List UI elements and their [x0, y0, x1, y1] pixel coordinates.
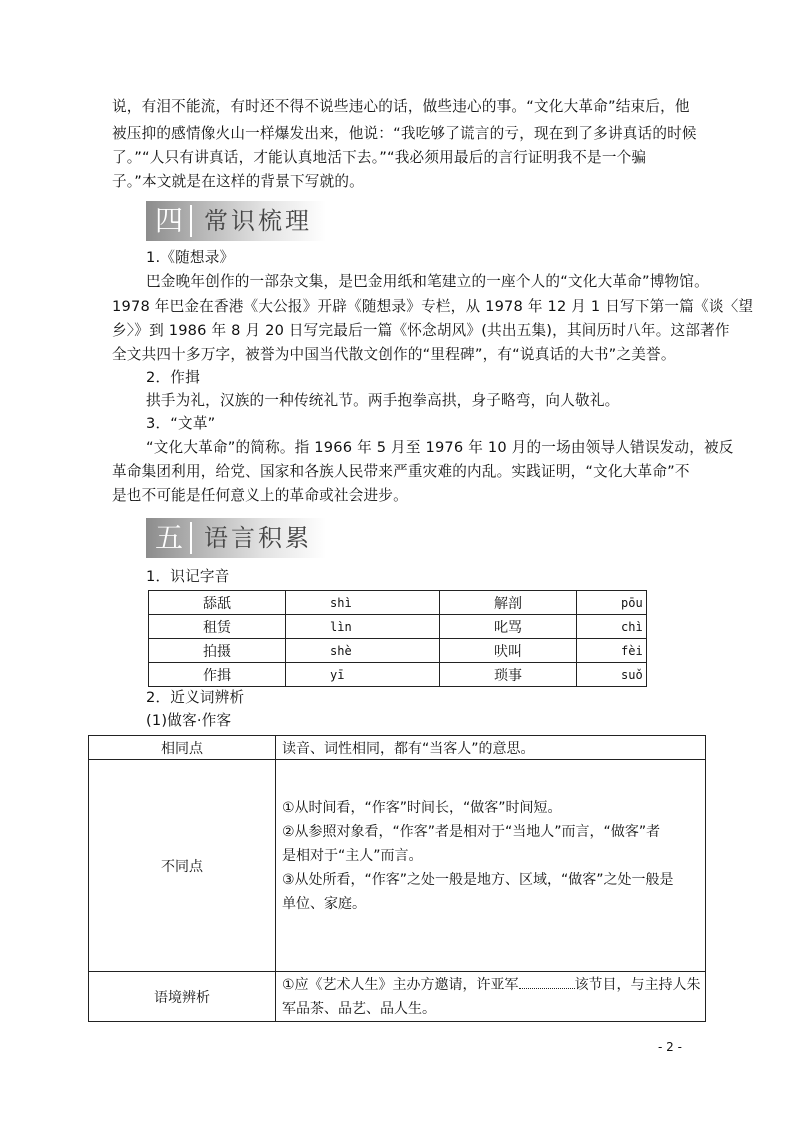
banner-divider	[190, 522, 192, 554]
section-title: 语言积累	[204, 524, 312, 552]
paragraph-line: “文化大革命”的简称。指 1966 年 5 月至 1976 年 10 月的一场由领导人错误发动，被反	[146, 439, 734, 456]
paragraph-line: 全文共四十多万字，被誉为中国当代散文创作的“里程碑”，有“说真话的大书”之美誉。	[112, 346, 676, 363]
paragraph-line: 是也不可能是任何意义上的革命或社会进步。	[112, 487, 408, 504]
context-text: ①应《艺术人生》主办方邀请，许亚军	[282, 976, 519, 993]
table-row	[149, 615, 647, 639]
diff-line: 单位、家庭。	[282, 896, 366, 912]
table-row	[89, 972, 706, 1022]
section-number: 四	[154, 204, 183, 237]
row-content	[276, 972, 706, 1022]
table-row	[89, 736, 706, 760]
paragraph-line: 巴金晚年创作的一部杂文集，是巴金用纸和笔建立的一座个人的“文化大革命”博物馆。	[146, 273, 709, 290]
row-label: 相同点	[89, 736, 276, 760]
paragraph-line: 拱手为礼，汉族的一种传统礼节。两手抱拳高拱，身子略弯，向人敬礼。	[146, 392, 620, 409]
intro-line: 了。”“人只有讲真话，才能认真地活下去。”“我必须用最后的言行证明我不是一个骗	[112, 149, 647, 166]
section-title: 常识梳理	[204, 207, 312, 235]
section-banner-4	[146, 201, 326, 241]
row-label: 语境辨析	[89, 972, 276, 1022]
context-text: 该节目，与主持人朱	[574, 976, 701, 993]
context-line	[282, 973, 705, 997]
fill-in-blank	[519, 974, 575, 989]
intro-line: 被压抑的感情像火山一样爆发出来，他说：“我吃够了谎言的亏，现在到了多讲真话的时候	[112, 125, 697, 142]
row-content	[276, 760, 706, 972]
item-heading: 1.《随想录》	[146, 249, 235, 266]
word-cell: 叱骂	[440, 615, 577, 639]
table-row	[149, 591, 647, 615]
context-line: 军品茶、品艺、品人生。	[282, 1000, 436, 1017]
paragraph-line: 1978 年巴金在香港《大公报》开辟《随想录》专栏，从 1978 年 12 月 1 日写下第一篇《谈〈望	[112, 298, 754, 315]
item-heading: 2．作揖	[146, 369, 200, 386]
paragraph-line: 乡〉》到 1986 年 8 月 20 日写完最后一篇《怀念胡风》(共出五集)，其间历时八年。这部著作	[112, 322, 730, 339]
table-row	[89, 760, 706, 972]
word-cell: 解剖	[440, 591, 577, 615]
diff-line: ②从参照对象看，“作客”者是相对于“当地人”而言，“做客”者	[282, 824, 661, 840]
diff-line: ①从时间看，“作客”时间长，“做客”时间短。	[282, 800, 562, 816]
comparison-table	[88, 735, 706, 1022]
pinyin-table	[148, 590, 647, 687]
word-cell: 租赁	[149, 615, 286, 639]
intro-line: 子。”本文就是在这样的背景下写就的。	[112, 173, 364, 190]
word-cell: 作揖	[149, 663, 286, 687]
pinyin-cell: suǒ	[577, 663, 647, 687]
word-cell: 吠叫	[440, 639, 577, 663]
item-subheading: (1)做客·作客	[146, 712, 232, 729]
page-number: - 2 -	[658, 1040, 682, 1054]
item-heading: 2．近义词辨析	[146, 689, 245, 706]
item-heading: 1．识记字音	[146, 568, 230, 585]
banner-divider	[190, 205, 192, 237]
pinyin-cell: shè	[286, 639, 440, 663]
word-cell: 拍摄	[149, 639, 286, 663]
section-banner-5	[146, 518, 326, 558]
row-label: 不同点	[89, 760, 276, 972]
word-cell: 舔舐	[149, 591, 286, 615]
pinyin-cell: yī	[286, 663, 440, 687]
item-heading: 3．“文革”	[146, 415, 216, 432]
pinyin-cell: lìn	[286, 615, 440, 639]
diff-line: ③从处所看，“作客”之处一般是地方、区域，“做客”之处一般是	[282, 872, 674, 888]
intro-line: 说，有泪不能流，有时还不得不说些违心的话，做些违心的事。“文化大革命”结束后，他	[112, 98, 690, 115]
pinyin-cell: chì	[577, 615, 647, 639]
pinyin-cell: shì	[286, 591, 440, 615]
row-content: 读音、词性相同，都有“当客人”的意思。	[276, 736, 706, 760]
word-cell: 琐事	[440, 663, 577, 687]
pinyin-cell: pōu	[577, 591, 647, 615]
table-row	[149, 663, 647, 687]
section-number: 五	[154, 521, 183, 554]
diff-line: 是相对于“主人”而言。	[282, 848, 423, 864]
table-row	[149, 639, 647, 663]
paragraph-line: 革命集团利用，给党、国家和各族人民带来严重灾难的内乱。实践证明，“文化大革命”不	[112, 463, 690, 480]
pinyin-cell: fèi	[577, 639, 647, 663]
